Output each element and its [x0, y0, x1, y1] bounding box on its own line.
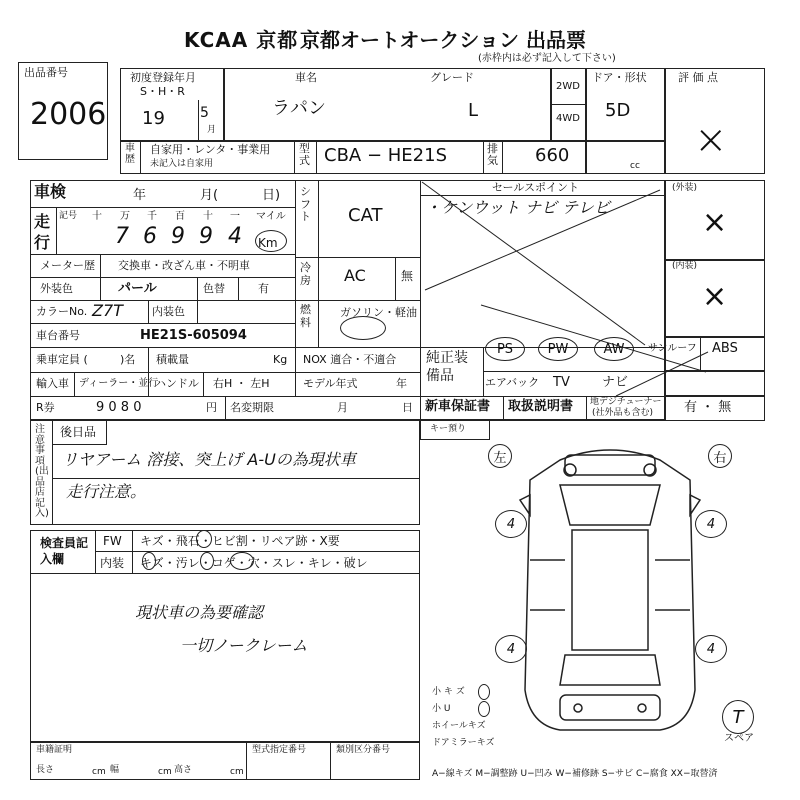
- unit-man: 万: [120, 211, 130, 222]
- inspection-day: 日): [262, 188, 281, 203]
- interior-label: (内装): [672, 261, 698, 271]
- equip-airbag: エアバック: [485, 376, 540, 389]
- fuel-label: 燃料: [300, 303, 311, 329]
- footer-designated: 型式指定番号: [252, 745, 307, 755]
- checker-label: 検査員記入欄: [40, 536, 89, 567]
- warranty-manual: 取扱説明書: [508, 399, 574, 414]
- interior-check-text: キズ・汚レ・コゲ・穴・スレ・キレ・破レ: [140, 556, 368, 570]
- wheel-front-left: 4: [495, 510, 527, 538]
- footer-length-cm: cm: [92, 767, 106, 777]
- displacement-unit: cc: [630, 161, 640, 171]
- equip-aw: AW: [594, 337, 634, 361]
- interior-check-label: 内装: [100, 556, 125, 570]
- capacity-label: 乗車定員 (: [36, 353, 88, 366]
- mileage-digit-3: 9: [171, 224, 185, 249]
- mileage-digit-4: 9: [199, 224, 213, 249]
- unit-hyaku: 百: [175, 211, 185, 222]
- usage-label: 車歴: [125, 143, 135, 165]
- footer-length: 長さ: [36, 765, 55, 775]
- fw-label: FW: [103, 534, 122, 548]
- chassis-value: HE21S-605094: [140, 328, 247, 343]
- wheel-rear-left: 4: [495, 635, 527, 663]
- transfer-limit-label: 名変期限: [230, 401, 274, 414]
- shift-value: CAT: [348, 205, 383, 226]
- reg-month: 5: [200, 105, 209, 121]
- equipment-label: 純正装備品: [426, 350, 468, 384]
- equip-ps: PS: [485, 337, 525, 361]
- mileage-digit-5: 4: [228, 224, 242, 249]
- unit-ju: 十: [203, 211, 213, 222]
- mileage-digit-2: 6: [143, 224, 157, 249]
- equip-sunroof: サンルーフ: [648, 343, 697, 354]
- transfer-limit-day: 日: [402, 401, 413, 414]
- reg-label: 初度登録年月: [130, 71, 196, 84]
- equip-tv: TV: [553, 375, 570, 390]
- notes-label: 注意事項(出品店記入): [35, 424, 49, 519]
- legend-circle-2: [478, 701, 490, 717]
- equip-navi: ナビ: [602, 375, 629, 390]
- footer-height: 高さ: [174, 765, 193, 775]
- handle-value: 右H ・ 左H: [213, 377, 270, 390]
- unit-sen: 千: [147, 211, 157, 222]
- int-circle-scratch: [142, 552, 156, 570]
- aircon-label: 冷房: [300, 261, 311, 287]
- int-circle-dirt: [200, 552, 214, 570]
- legend-codes: A−線キズ M−調整跡 U−凹み W−補修跡 S−サビ C−腐食 XX−取替済: [432, 769, 718, 779]
- color-value: パール: [118, 281, 157, 296]
- transfer-limit-month: 月: [337, 401, 348, 414]
- wheel-rear-right: 4: [695, 635, 727, 663]
- mileage-unit: Km: [258, 236, 278, 250]
- warranty-book: 新車保証書: [425, 399, 491, 414]
- door-label: ドア・形状: [592, 71, 647, 84]
- int-circle-burn: [230, 552, 254, 570]
- fuel-value: ガソリン・軽油: [340, 306, 417, 319]
- fw-circle-stone: [196, 530, 212, 548]
- legend-mirror: ドアミラーキズ: [432, 738, 495, 748]
- unit-mile: マイル: [256, 211, 286, 222]
- spare-label: スペア: [724, 733, 754, 744]
- legend-small-scratch: 小 キ ズ: [432, 687, 465, 697]
- color-label: 外装色: [40, 282, 73, 295]
- checker-note-1: 現状車の為要確認: [135, 603, 264, 622]
- legend-small-dent: 小 U: [432, 704, 451, 714]
- right-marker: 右: [708, 444, 732, 468]
- digital-tuner-note: (社外品も含む): [592, 408, 654, 418]
- recycle-value: 9 0 8 0: [96, 400, 142, 415]
- legend-wheel: ホイールキズ: [432, 721, 486, 731]
- lot-label: 出品番号: [24, 66, 68, 79]
- exterior-value: ×: [702, 205, 728, 240]
- import-dealer: ディーラー・並行: [79, 378, 159, 389]
- door-value: 5D: [605, 100, 631, 121]
- grade-label: グレード: [430, 71, 474, 84]
- grade-value: L: [468, 100, 479, 121]
- shift-label: シフト: [300, 185, 311, 224]
- equip-pw: PW: [538, 337, 578, 361]
- mileage-label: 走行: [34, 212, 51, 252]
- inspection-year: 年: [133, 188, 147, 203]
- car-name-label: 車名: [295, 71, 317, 84]
- spare-marker: T: [722, 700, 754, 734]
- footer-width: 幅: [110, 765, 120, 775]
- model-year-unit: 年: [396, 377, 407, 390]
- recycle-unit: 円: [206, 401, 217, 414]
- repaint-label: 色替: [203, 282, 225, 295]
- sales-point-label: セールスポイント: [492, 181, 580, 194]
- footer-height-cm: cm: [230, 767, 244, 777]
- reg-era: S・H・R: [140, 85, 185, 98]
- load-label: 積載量: [156, 353, 189, 366]
- drive-4wd: 4WD: [556, 113, 580, 124]
- km-circle: [255, 230, 287, 252]
- inspection-month: 月(: [200, 188, 219, 203]
- logo: KCAA 京都: [184, 28, 299, 52]
- fuel-circle: [340, 316, 386, 340]
- car-name: ラパン: [272, 98, 326, 119]
- page-title: 京都オートオークション 出品票: [300, 28, 586, 52]
- import-label: 輸入車: [36, 377, 69, 390]
- model-value: CBA − HE21S: [324, 145, 447, 166]
- fw-text: キズ・飛石・ヒビ割・リペア跡・X要: [140, 534, 340, 548]
- handle-label: ハンドル: [155, 377, 199, 390]
- meter-label: メーター歴: [40, 259, 95, 272]
- note-line-1: リヤアーム 溶接、突上げ A-Uの為現状車: [62, 450, 356, 469]
- usage-note: 未記入は自家用: [150, 159, 214, 169]
- lot-number: 2006: [30, 97, 107, 132]
- reg-year: 19: [142, 108, 165, 129]
- unit-ten-man: 十: [92, 211, 102, 222]
- legend-circle-1: [478, 684, 490, 700]
- aircon-value: AC: [344, 266, 366, 285]
- color-no-label: カラーNo.: [36, 305, 88, 318]
- load-unit: Kg: [273, 353, 288, 366]
- footer-category: 類別区分番号: [336, 745, 391, 755]
- checker-note-2: 一切ノークレーム: [180, 636, 308, 655]
- interior-color-label: 内装色: [152, 305, 185, 318]
- digital-tuner: 地デジチューナー: [590, 397, 662, 407]
- key-label: キー預り: [430, 424, 467, 434]
- usage-value: 自家用・レンタ・事業用: [150, 143, 271, 156]
- page-subtitle: (赤枠内は必ず記入して下さい): [478, 53, 616, 64]
- footer-cert-label: 車籍証明: [36, 745, 73, 755]
- evaluation-value: ×: [694, 117, 728, 163]
- nox-status: NOX 適合・不適合: [303, 353, 397, 366]
- aircon-none: 無: [401, 269, 414, 283]
- capacity-unit: )名: [120, 353, 136, 366]
- repaint-has: 有: [258, 282, 269, 295]
- mileage-digit-1: 7: [115, 224, 129, 249]
- drive-2wd: 2WD: [556, 81, 580, 92]
- warranty-has: 有 ・ 無: [684, 400, 732, 415]
- rear-item-label: 後日品: [60, 425, 97, 439]
- left-marker: 左: [488, 444, 512, 468]
- model-year-label: モデル年式: [303, 377, 358, 390]
- inspection-label: 車検: [34, 182, 67, 201]
- displacement-value: 660: [535, 145, 570, 166]
- evaluation-label: 評 価 点: [678, 71, 718, 84]
- mileage-mark: 記号: [59, 211, 78, 221]
- model-label: 型式: [299, 142, 310, 168]
- displacement-label: 排気: [487, 142, 498, 168]
- chassis-label: 車台番号: [36, 329, 80, 342]
- recycle-label: R券: [36, 401, 55, 414]
- footer-width-cm: cm: [158, 767, 172, 777]
- interior-value: ×: [702, 279, 728, 314]
- car-diagram: [490, 440, 730, 740]
- color-no-value: Z7T: [92, 301, 123, 320]
- unit-ichi: 一: [230, 211, 240, 222]
- meter-value: 交換車・改ざん車・不明車: [118, 259, 250, 272]
- reg-month-unit: 月: [207, 125, 217, 135]
- sales-point-text: ・ケンウット ナビ テレビ: [425, 198, 610, 217]
- exterior-label: (外装): [672, 183, 698, 193]
- wheel-front-right: 4: [695, 510, 727, 538]
- note-line-2: 走行注意。: [66, 482, 147, 501]
- equip-abs: ABS: [712, 341, 738, 356]
